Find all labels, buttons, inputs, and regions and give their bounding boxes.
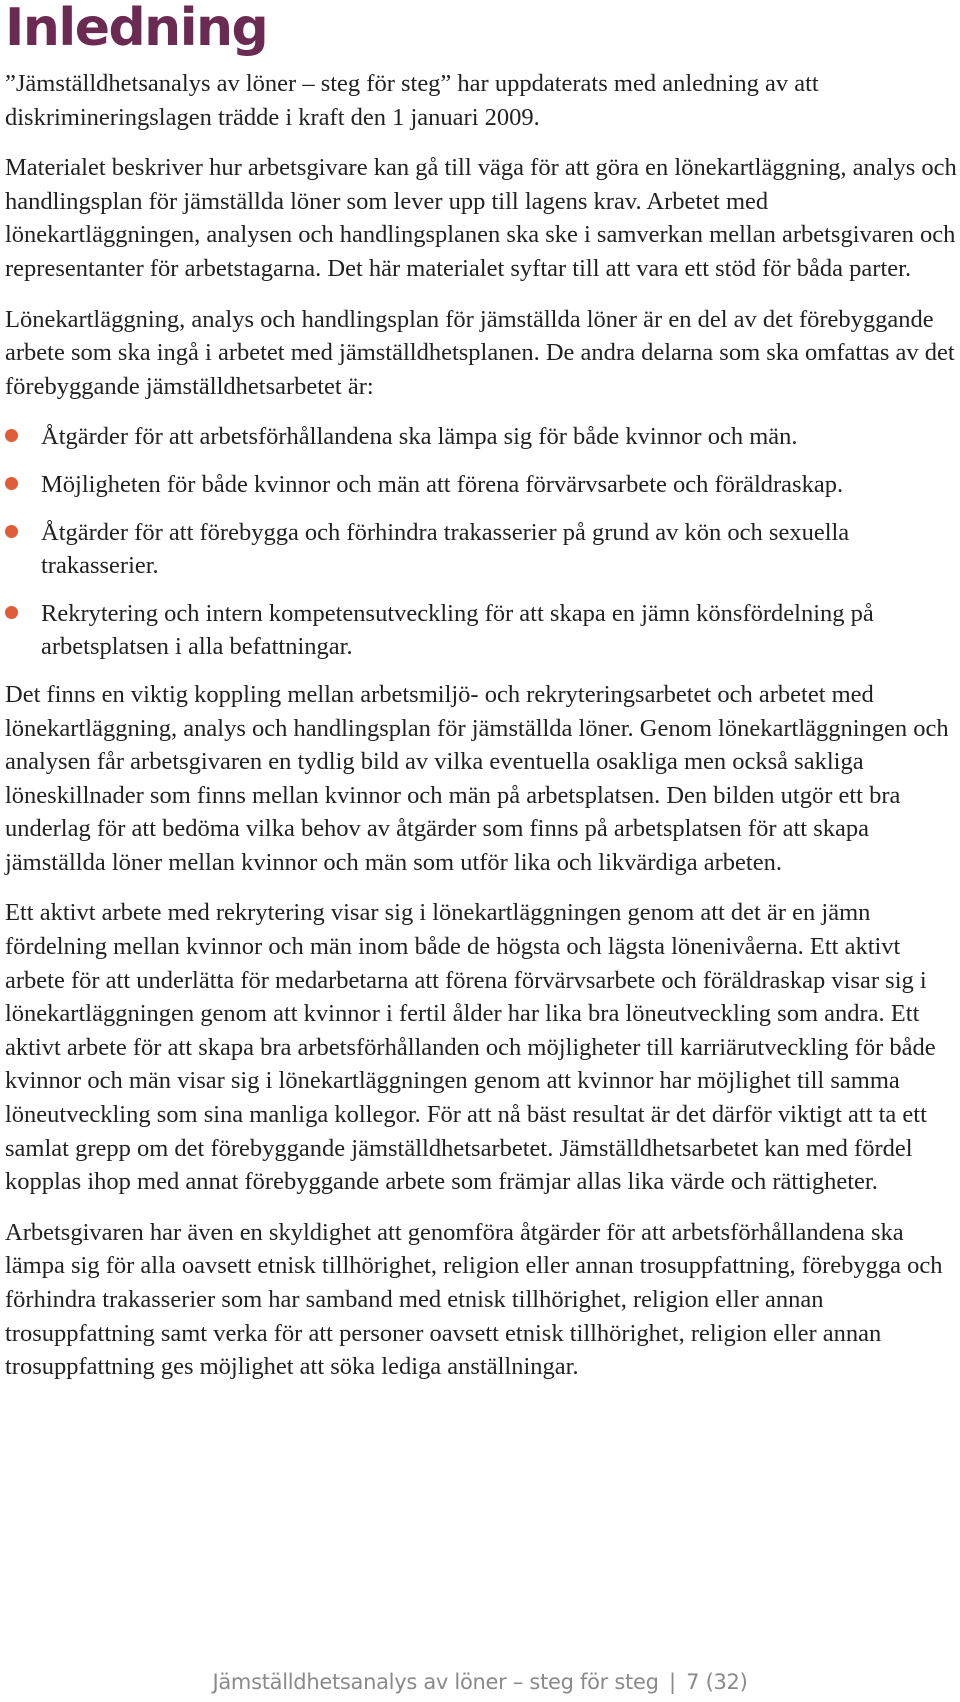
page-heading: Inledning — [5, 0, 268, 58]
materials-paragraph: Materialet beskriver hur arbetsgivare kan gå till väga för att göra en lönekartläggning, analys och handlingsplan för jämställda löner som lever upp till lagens krav. Arbetet med lönekartläggningen, analysen och handlingsplanen ska ske i samverkan mellan arbetsgivaren och representanter för arbetstagarna. Det här materialet syftar till att vara ett stöd för båda parter. — [5, 154, 957, 282]
list-item — [5, 420, 957, 454]
list-item-text: Rekrytering och intern kompetensutveckling för att skapa en jämn könsfördelning på arbetsplatsen i alla befattningar. — [41, 599, 874, 661]
list-item — [5, 516, 957, 583]
footer-separator: | — [669, 1670, 676, 1694]
list-item-text: Åtgärder för att arbetsförhållandena ska lämpa sig för både kvinnor och män. — [41, 423, 798, 451]
bullet-dot-icon — [5, 477, 18, 490]
list-item — [5, 597, 957, 664]
page-footer — [0, 1670, 960, 1694]
bullet-dot-icon — [5, 429, 18, 442]
employer-duty-paragraph: Arbetsgivaren har även en skyldighet att genomföra åtgärder för att arbetsförhållandena ska lämpa sig för alla oavsett etnisk tillhörighet, religion eller annan trosuppfattning, förebygga och förhindra trakasserier som har samband med etnisk tillhörighet, religion eller annan trosuppfattning samt verka för att personer oavsett etnisk tillhörighet, religion eller annan trosuppfattning ges möjlighet att söka lediga anställningar. — [5, 1218, 943, 1381]
preventive-work-paragraph: Lönekartläggning, analys och handlingsplan för jämställda löner är en del av det förebyggande arbete som ska ingå i arbetet med jämställdhetsplanen. De andra delarna som ska omfattas av det förebyggande jämställdhetsarbetet är: — [5, 305, 955, 400]
list-item-text: Åtgärder för att förebygga och förhindra trakasserier på grund av kön och sexuella trakasserier. — [41, 518, 850, 580]
link-paragraph: Det finns en viktig koppling mellan arbetsmiljö- och rekryteringsarbetet och arbetet med lönekartläggning, analys och handlingsplan för jämställda löner. Genom lönekartläggningen och analysen får arbetsgivaren en tydlig bild av vilka eventuella osakliga men också sakliga löneskillnader som finns mellan kvinnor och män på arbetsplatsen. Den bilden utgör ett bra underlag för att bedöma vilka behov av åtgärder som finns på arbetsplatsen för att skapa jämställda löner mellan kvinnor och män som utför lika och likvärdiga arbeten. — [5, 680, 949, 876]
body-text — [5, 67, 957, 1401]
bullet-dot-icon — [5, 606, 18, 619]
active-work-paragraph: Ett aktivt arbete med rekrytering visar sig i lönekartläggningen genom att det är en jämn fördelning mellan kvinnor och män inom både de högsta och lägsta lönenivåerna. Ett aktivt arbete för att underlätta för medarbetarna att förena förvärvsarbete och föräldraskap visar sig i lönekartläggningen genom att kvinnor i fertil ålder har lika bra löneutveckling som andra. Ett aktivt arbete för att skapa bra arbetsförhållanden och möjligheter till karriärutveckling för både kvinnor och män visar sig i lönekartläggningen genom att kvinnor har möjlighet till samma löneutveckling som sina manliga kollegor. För att nå bäst resultat är det därför viktigt att ta ett samlat grepp om det förebyggande jämställdhetsarbetet. Jämställdhetsarbetet kan med fördel kopplas ihop med annat förebyggande arbete som främjar allas lika värde och rättigheter. — [5, 899, 936, 1196]
list-item-text: Möjligheten för både kvinnor och män att förena förvärvsarbete och föräldraskap. — [41, 470, 844, 498]
footer-doc-title: Jämställdhetsanalys av löner – steg för steg — [212, 1670, 659, 1694]
page-number: 7 (32) — [686, 1670, 748, 1694]
bullet-list — [5, 420, 957, 664]
intro-paragraph: ”Jämställdhetsanalys av löner – steg för steg” har uppdaterats med anledning av att diskrimineringslagen trädde i kraft den 1 januari 2009. — [5, 70, 819, 131]
list-item — [5, 468, 957, 502]
bullet-dot-icon — [5, 525, 18, 538]
